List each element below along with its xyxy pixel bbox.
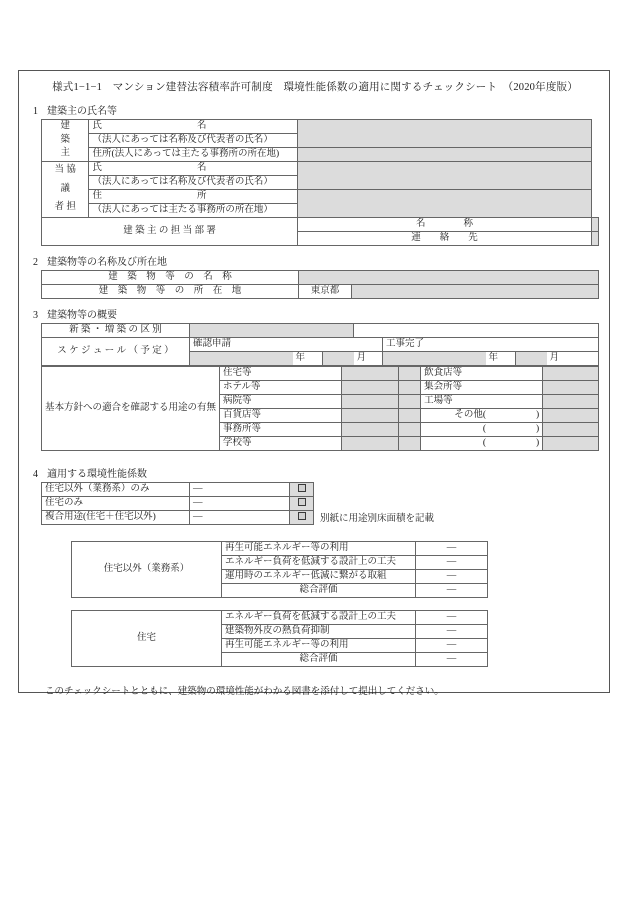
scope-row-group-0 (31, 482, 599, 525)
owner-vertical-label (42, 120, 89, 162)
consultant-label-line-1: 議 (60, 183, 70, 194)
usage-right-item-4-close: ) (536, 424, 540, 434)
usage-right-item-5 (421, 437, 543, 451)
eval-item-0-1: エネルギー負荷を低減する設計上の工夫 (222, 556, 416, 570)
construction-type-input[interactable] (190, 324, 354, 338)
usage-right-item-4 (421, 423, 543, 437)
usage-right-item-5-close: ) (536, 438, 540, 448)
owner-info-table (41, 119, 599, 246)
owner-name-input[interactable] (298, 120, 592, 148)
department-name-input[interactable] (592, 218, 599, 232)
scope-value-1: — (190, 497, 290, 511)
department-label: 建 築 主 の 担 当 部 署 (42, 218, 298, 246)
usage-right-check-2[interactable] (543, 395, 599, 409)
usage-left-pad-3 (399, 409, 421, 423)
schedule-item-1-name: 工事完了 (383, 338, 599, 352)
scope-note-2: 別紙に用途別床面積を記載 (320, 514, 435, 524)
table-row (72, 542, 488, 556)
building-address-prefix: 東京都 (299, 285, 352, 299)
table-row (42, 218, 599, 232)
section-2-number: 2 (33, 257, 38, 268)
schedule-item-1-year-input[interactable] (383, 352, 486, 366)
construction-type-blank (354, 324, 599, 338)
usage-left-item-2: 病院等 (220, 395, 342, 409)
consultant-name-input[interactable] (298, 162, 592, 190)
building-overview-table (41, 323, 599, 366)
consultant-label-line-2: 者 担 (54, 201, 76, 212)
schedule-item-0-year-input[interactable] (190, 352, 293, 366)
consultant-label-line-0: 当 協 (54, 165, 76, 176)
table-row (42, 271, 599, 285)
eval-value-0-1: — (416, 556, 488, 570)
usage-left-check-2[interactable] (341, 395, 399, 409)
table-row (42, 120, 599, 134)
eval-value-1-3: — (416, 653, 488, 667)
usage-right-check-5[interactable] (543, 437, 599, 451)
schedule-item-1-month-input[interactable] (516, 352, 547, 366)
section-4-number: 4 (33, 469, 38, 480)
usage-left-check-4[interactable] (341, 423, 399, 437)
usage-left-pad-4 (399, 423, 421, 437)
usage-right-item-3 (421, 409, 543, 423)
usage-right-item-0: 飲食店等 (421, 367, 543, 381)
form-page (18, 70, 610, 697)
usage-left-item-4: 事務所等 (220, 423, 342, 437)
eval-value-1-2: — (416, 639, 488, 653)
usage-left-pad-5 (399, 437, 421, 451)
owner-label-char-2: 主 (60, 148, 70, 159)
owner-address-label: 住所(法人にあっては主たる事務所の所在地) (89, 148, 298, 162)
usage-right-check-0[interactable] (543, 367, 599, 381)
eval-value-0-2: — (416, 570, 488, 584)
consultant-address-input[interactable] (298, 190, 592, 218)
schedule-item-0-month-unit: 月 (354, 352, 383, 366)
eval-item-0-3: 総合評価 (222, 584, 416, 598)
usage-right-item-5-label: ( (482, 438, 486, 448)
usage-left-check-1[interactable] (341, 381, 399, 395)
building-name-input[interactable] (299, 271, 599, 285)
eval-item-0-0: 再生可能エネルギー等の利用 (222, 542, 416, 556)
scope-checkbox-cell-0[interactable] (290, 483, 314, 497)
owner-label-char-0: 建 (60, 120, 70, 131)
schedule-item-0-month-input[interactable] (323, 352, 354, 366)
building-location-table (41, 270, 599, 299)
usage-left-pad-0 (399, 367, 421, 381)
usage-left-item-3: 百貨店等 (220, 409, 342, 423)
table-row (42, 190, 599, 204)
usage-right-item-4-label: ( (482, 424, 486, 434)
building-address-input[interactable] (352, 285, 599, 299)
usage-left-check-0[interactable] (341, 367, 399, 381)
usage-left-item-5: 学校等 (220, 437, 342, 451)
section-2-heading (31, 253, 599, 268)
table-row (42, 148, 599, 162)
usage-left-pad-1 (399, 381, 421, 395)
checkbox-icon[interactable] (298, 484, 306, 492)
scope-checkbox-cell-2[interactable] (290, 511, 314, 525)
table-row (42, 324, 599, 338)
page-title: 様式1−1−1 マンション建替法容積率許可制度 環境性能係数の適用に関するチェックシート （2020年度版） (52, 82, 578, 93)
section-4-heading (31, 465, 599, 480)
section-1-number: 1 (33, 106, 38, 117)
eval-category-1: 住宅 (72, 611, 222, 667)
usage-right-item-3-input[interactable] (486, 410, 536, 422)
evaluation-tables (71, 541, 599, 667)
usage-table (41, 366, 599, 451)
consultant-name-sublabel: （法人にあっては名称及び代表者の氏名） (89, 176, 298, 190)
usage-section-label: 基本方針への適合を確認する用途の有無 (42, 367, 220, 451)
building-address-label: 建 築 物 等 の 所 在 地 (42, 285, 299, 299)
section-2-title: 建築物等の名称及び所在地 (47, 257, 167, 268)
usage-right-check-3[interactable] (543, 409, 599, 423)
eval-value-0-0: — (416, 542, 488, 556)
usage-right-check-1[interactable] (543, 381, 599, 395)
section-4-title: 適用する環境性能係数 (47, 469, 147, 480)
checkbox-icon[interactable] (298, 498, 306, 506)
scope-value-0: — (190, 483, 290, 497)
eval-value-1-0: — (416, 611, 488, 625)
usage-right-item-5-input[interactable] (486, 438, 536, 450)
table-row (42, 483, 314, 497)
usage-left-item-0: 住宅等 (220, 367, 342, 381)
section-1-heading (31, 102, 599, 117)
owner-name-label: 氏 名 (89, 120, 298, 134)
eval-item-1-1: 建築物外皮の熱負荷抑制 (222, 625, 416, 639)
section-3-title: 建築物等の概要 (47, 310, 117, 321)
owner-address-input[interactable] (298, 148, 592, 162)
usage-left-check-5[interactable] (341, 437, 399, 451)
scope-label-1: 住宅のみ (42, 497, 190, 511)
scope-label-0: 住宅以外（業務系）のみ (42, 483, 190, 497)
owner-label-char-1: 築 (60, 134, 70, 145)
eval-item-1-0: エネルギー負荷を低減する設計上の工夫 (222, 611, 416, 625)
scope-table (41, 482, 314, 525)
section-3-heading (31, 306, 599, 321)
eval-item-0-2: 運用時のエネルギー低減に繋がる取組 (222, 570, 416, 584)
schedule-item-0-name: 確認申請 (190, 338, 383, 352)
department-name-label: 名 称 (298, 218, 592, 232)
eval-item-1-3: 総合評価 (222, 653, 416, 667)
construction-type-label: 新 築 ・ 増 築 の 区 別 (42, 324, 190, 338)
usage-left-item-1: ホテル等 (220, 381, 342, 395)
eval-item-1-2: 再生可能エネルギー等の利用 (222, 639, 416, 653)
footer-note: このチェックシートとともに、建築物の環境性能がわかる図書を添付して提出してください。 (45, 687, 444, 697)
usage-right-item-3-label: その他( (454, 410, 486, 420)
evaluation-table-residential (71, 610, 488, 667)
scope-label-2: 複合用途(住宅＋住宅以外) (42, 511, 190, 525)
schedule-label: ス ケ ジ ュ ー ル （ 予 定 ） (42, 338, 190, 366)
building-name-label: 建 築 物 等 の 名 称 (42, 271, 299, 285)
scope-value-2: — (190, 511, 290, 525)
scope-checkbox-cell-1[interactable] (290, 497, 314, 511)
table-row (72, 611, 488, 625)
department-contact-label: 連 絡 先 (298, 232, 592, 246)
usage-right-item-4-input[interactable] (486, 424, 536, 436)
evaluation-table-nonresidential (71, 541, 488, 598)
table-row (42, 511, 314, 525)
consultant-address-label: 住 所 (89, 190, 298, 204)
usage-left-check-3[interactable] (341, 409, 399, 423)
consultant-address-sublabel: （法人にあっては主たる事務所の所在地） (89, 204, 298, 218)
usage-left-pad-2 (399, 395, 421, 409)
eval-value-1-1: — (416, 625, 488, 639)
usage-right-check-4[interactable] (543, 423, 599, 437)
table-row (42, 162, 599, 176)
table-row (42, 285, 599, 299)
usage-right-item-1: 集会所等 (421, 381, 543, 395)
usage-right-item-3-close: ) (536, 410, 540, 420)
consultant-vertical-label (42, 162, 89, 218)
schedule-item-1-year-unit: 年 (486, 352, 516, 366)
section-1-title: 建築主の氏名等 (47, 106, 117, 117)
schedule-item-1-month-unit: 月 (547, 352, 599, 366)
owner-name-sublabel: （法人にあっては名称及び代表者の氏名） (89, 134, 298, 148)
table-row (42, 338, 599, 352)
eval-value-0-3: — (416, 584, 488, 598)
table-row (42, 367, 599, 381)
table-row (42, 497, 314, 511)
eval-category-0: 住宅以外（業務系） (72, 542, 222, 598)
checkbox-icon[interactable] (298, 512, 306, 520)
usage-right-item-2: 工場等 (421, 395, 543, 409)
section-3-number: 3 (33, 310, 38, 321)
schedule-item-0-year-unit: 年 (293, 352, 323, 366)
department-contact-input[interactable] (592, 232, 599, 246)
consultant-name-label: 氏 名 (89, 162, 298, 176)
